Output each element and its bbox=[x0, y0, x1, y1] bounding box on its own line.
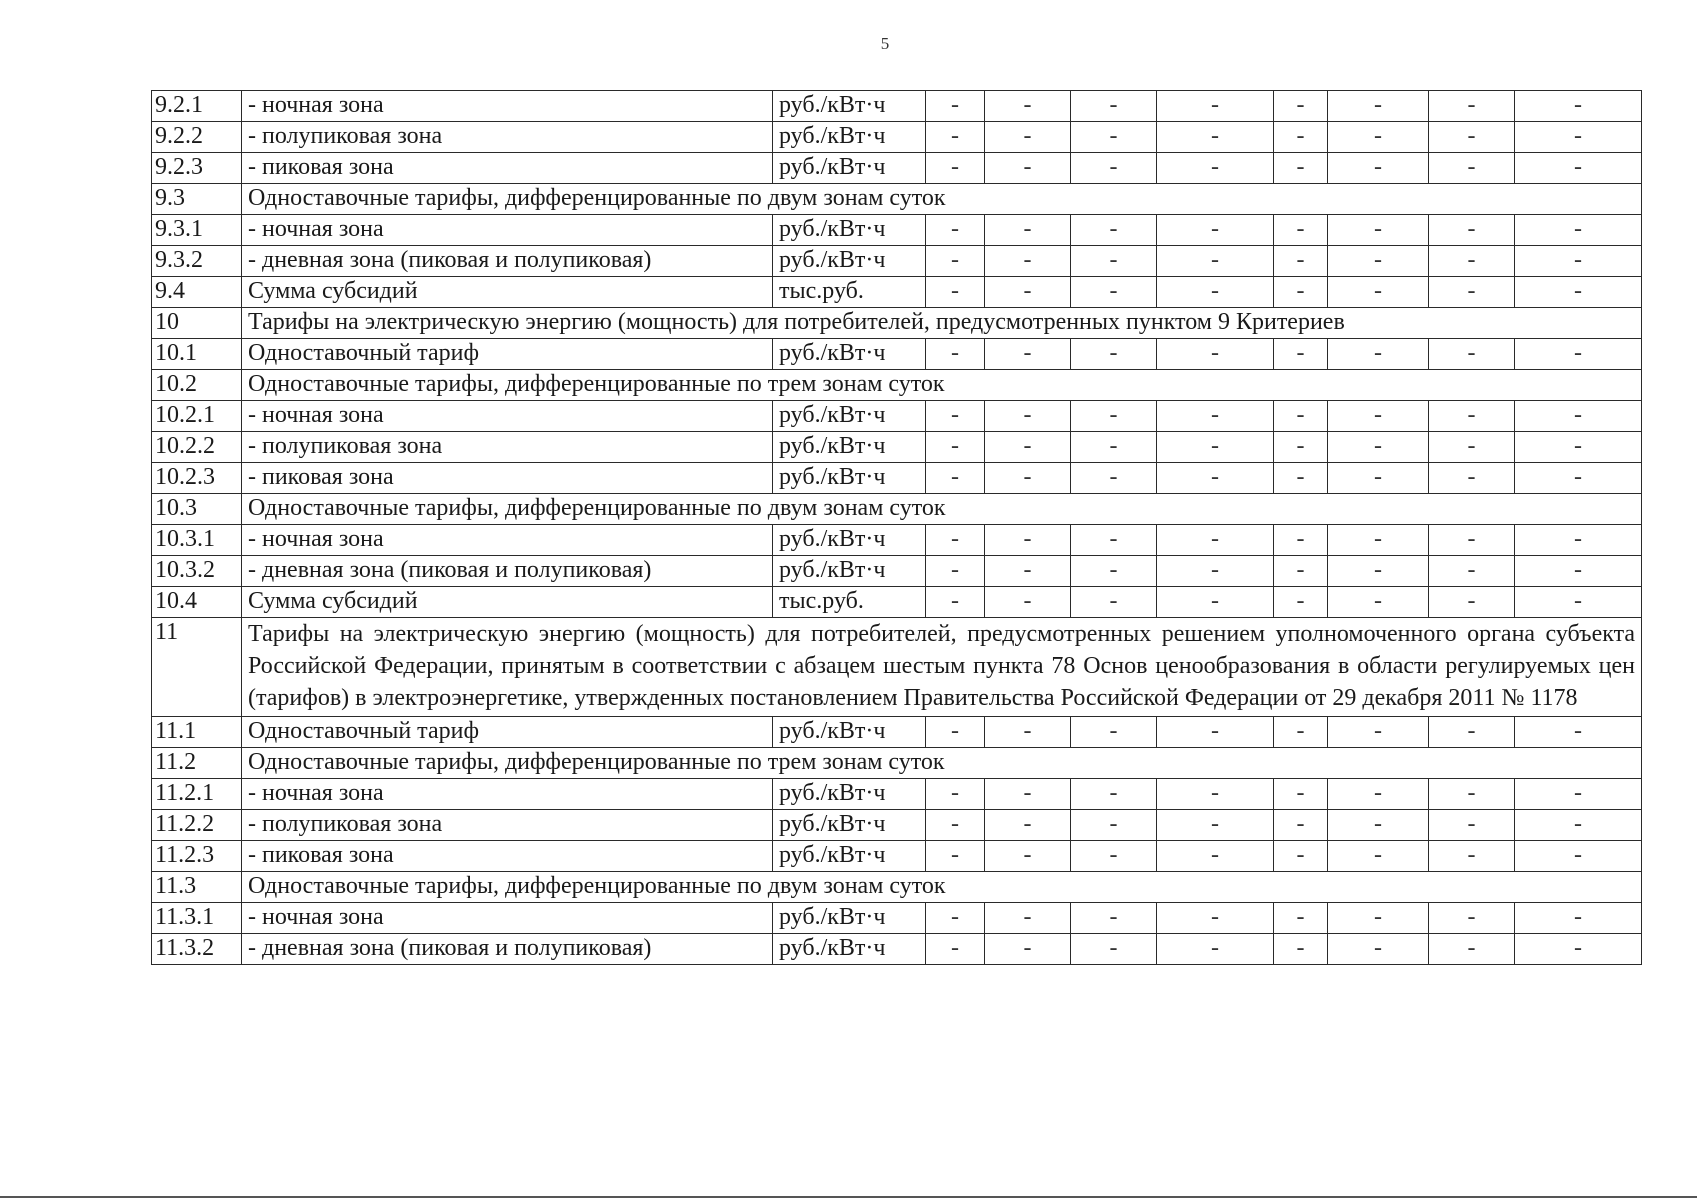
value-cell: - bbox=[926, 463, 985, 494]
value-cell: - bbox=[1157, 401, 1274, 432]
value-cell: - bbox=[1429, 215, 1515, 246]
value-cell: - bbox=[1515, 716, 1642, 747]
value-cell: - bbox=[1515, 215, 1642, 246]
section-heading: Одноставочные тарифы, дифференцированные по двум зонам суток bbox=[242, 494, 1642, 525]
row-number: 9.2.2 bbox=[152, 122, 242, 153]
row-name: - ночная зона bbox=[242, 91, 773, 122]
value-cell: - bbox=[1274, 215, 1328, 246]
value-cell: - bbox=[1157, 432, 1274, 463]
table-row bbox=[152, 432, 1642, 463]
value-cell: - bbox=[1274, 716, 1328, 747]
value-cell: - bbox=[1071, 778, 1157, 809]
value-cell: - bbox=[1429, 91, 1515, 122]
row-number: 11.2.3 bbox=[152, 840, 242, 871]
value-cell: - bbox=[985, 153, 1071, 184]
value-cell: - bbox=[1071, 463, 1157, 494]
table-row bbox=[152, 494, 1642, 525]
row-unit: руб./кВт·ч bbox=[773, 716, 926, 747]
value-cell: - bbox=[1274, 840, 1328, 871]
value-cell: - bbox=[1429, 401, 1515, 432]
value-cell: - bbox=[1274, 122, 1328, 153]
row-unit: руб./кВт·ч bbox=[773, 215, 926, 246]
value-cell: - bbox=[1515, 339, 1642, 370]
value-cell: - bbox=[1274, 556, 1328, 587]
value-cell: - bbox=[1429, 463, 1515, 494]
value-cell: - bbox=[1515, 91, 1642, 122]
row-number: 9.3.2 bbox=[152, 246, 242, 277]
row-unit: руб./кВт·ч bbox=[773, 463, 926, 494]
table-row bbox=[152, 556, 1642, 587]
value-cell: - bbox=[1328, 716, 1429, 747]
value-cell: - bbox=[985, 809, 1071, 840]
value-cell: - bbox=[1515, 153, 1642, 184]
value-cell: - bbox=[1071, 246, 1157, 277]
value-cell: - bbox=[1328, 556, 1429, 587]
value-cell: - bbox=[1157, 716, 1274, 747]
row-number: 10.2.3 bbox=[152, 463, 242, 494]
value-cell: - bbox=[1071, 215, 1157, 246]
row-number: 11.1 bbox=[152, 716, 242, 747]
table-row bbox=[152, 308, 1642, 339]
value-cell: - bbox=[1328, 277, 1429, 308]
value-cell: - bbox=[1328, 339, 1429, 370]
row-number: 10.3 bbox=[152, 494, 242, 525]
row-unit: руб./кВт·ч bbox=[773, 122, 926, 153]
value-cell: - bbox=[1274, 277, 1328, 308]
value-cell: - bbox=[1515, 122, 1642, 153]
value-cell: - bbox=[1515, 525, 1642, 556]
value-cell: - bbox=[1157, 153, 1274, 184]
section-heading: Тарифы на электрическую энергию (мощность) для потребителей, предусмотренных решением уполномоченного органа субъекта Российской Федерации, принятым в соответствии с абзацем шестым пункта 78 Основ ценообразования в области регулируемых цен (тарифов) в электроэнергетике, утвержденных постановлением Правительства Российской Федерации от 29 декабря 2011 № 1178 bbox=[242, 618, 1642, 717]
value-cell: - bbox=[1328, 809, 1429, 840]
value-cell: - bbox=[1157, 463, 1274, 494]
value-cell: - bbox=[1071, 122, 1157, 153]
value-cell: - bbox=[926, 840, 985, 871]
value-cell: - bbox=[1429, 277, 1515, 308]
row-unit: руб./кВт·ч bbox=[773, 933, 926, 964]
value-cell: - bbox=[926, 277, 985, 308]
value-cell: - bbox=[1157, 587, 1274, 618]
row-name: - ночная зона bbox=[242, 778, 773, 809]
value-cell: - bbox=[1328, 840, 1429, 871]
value-cell: - bbox=[1328, 463, 1429, 494]
row-number: 10.3.1 bbox=[152, 525, 242, 556]
table-row bbox=[152, 370, 1642, 401]
row-name: - полупиковая зона bbox=[242, 809, 773, 840]
row-name: - ночная зона bbox=[242, 525, 773, 556]
value-cell: - bbox=[926, 933, 985, 964]
value-cell: - bbox=[1429, 556, 1515, 587]
page-number: 5 bbox=[880, 34, 890, 53]
value-cell: - bbox=[1515, 778, 1642, 809]
row-unit: руб./кВт·ч bbox=[773, 778, 926, 809]
row-unit: руб./кВт·ч bbox=[773, 902, 926, 933]
value-cell: - bbox=[1328, 246, 1429, 277]
value-cell: - bbox=[1157, 277, 1274, 308]
value-cell: - bbox=[1328, 401, 1429, 432]
value-cell: - bbox=[1328, 778, 1429, 809]
value-cell: - bbox=[926, 587, 985, 618]
table-row bbox=[152, 809, 1642, 840]
value-cell: - bbox=[985, 556, 1071, 587]
section-heading: Одноставочные тарифы, дифференцированные по двум зонам суток bbox=[242, 871, 1642, 902]
value-cell: - bbox=[1157, 215, 1274, 246]
value-cell: - bbox=[1328, 91, 1429, 122]
value-cell: - bbox=[985, 122, 1071, 153]
value-cell: - bbox=[1515, 556, 1642, 587]
value-cell: - bbox=[1071, 716, 1157, 747]
row-number: 9.4 bbox=[152, 277, 242, 308]
value-cell: - bbox=[1071, 91, 1157, 122]
value-cell: - bbox=[1429, 902, 1515, 933]
row-name: Одноставочный тариф bbox=[242, 339, 773, 370]
value-cell: - bbox=[985, 716, 1071, 747]
row-unit: руб./кВт·ч bbox=[773, 840, 926, 871]
value-cell: - bbox=[1157, 809, 1274, 840]
value-cell: - bbox=[926, 153, 985, 184]
bottom-rule bbox=[0, 1196, 1697, 1198]
value-cell: - bbox=[1274, 153, 1328, 184]
value-cell: - bbox=[926, 778, 985, 809]
value-cell: - bbox=[1515, 401, 1642, 432]
row-name: - ночная зона bbox=[242, 215, 773, 246]
value-cell: - bbox=[1429, 933, 1515, 964]
value-cell: - bbox=[1328, 525, 1429, 556]
section-heading: Одноставочные тарифы, дифференцированные по двум зонам суток bbox=[242, 184, 1642, 215]
value-cell: - bbox=[1274, 525, 1328, 556]
value-cell: - bbox=[926, 809, 985, 840]
value-cell: - bbox=[1274, 246, 1328, 277]
row-number: 10.2 bbox=[152, 370, 242, 401]
row-number: 11 bbox=[152, 618, 242, 717]
table-row bbox=[152, 525, 1642, 556]
row-unit: руб./кВт·ч bbox=[773, 809, 926, 840]
row-name: Сумма субсидий bbox=[242, 277, 773, 308]
value-cell: - bbox=[1157, 778, 1274, 809]
value-cell: - bbox=[985, 91, 1071, 122]
value-cell: - bbox=[1515, 587, 1642, 618]
row-unit: руб./кВт·ч bbox=[773, 91, 926, 122]
table-row bbox=[152, 153, 1642, 184]
value-cell: - bbox=[1274, 432, 1328, 463]
value-cell: - bbox=[1274, 933, 1328, 964]
row-unit: руб./кВт·ч bbox=[773, 432, 926, 463]
value-cell: - bbox=[1157, 525, 1274, 556]
section-heading: Одноставочные тарифы, дифференцированные по трем зонам суток bbox=[242, 370, 1642, 401]
row-number: 11.2 bbox=[152, 747, 242, 778]
row-number: 11.3 bbox=[152, 871, 242, 902]
table-row bbox=[152, 184, 1642, 215]
value-cell: - bbox=[1071, 556, 1157, 587]
value-cell: - bbox=[1274, 401, 1328, 432]
value-cell: - bbox=[1515, 463, 1642, 494]
value-cell: - bbox=[1071, 587, 1157, 618]
row-number: 10.1 bbox=[152, 339, 242, 370]
value-cell: - bbox=[1328, 153, 1429, 184]
table-row bbox=[152, 871, 1642, 902]
value-cell: - bbox=[926, 432, 985, 463]
value-cell: - bbox=[1328, 587, 1429, 618]
value-cell: - bbox=[1274, 778, 1328, 809]
value-cell: - bbox=[1071, 432, 1157, 463]
value-cell: - bbox=[1429, 778, 1515, 809]
value-cell: - bbox=[1157, 246, 1274, 277]
row-name: - пиковая зона bbox=[242, 153, 773, 184]
value-cell: - bbox=[985, 778, 1071, 809]
row-name: - дневная зона (пиковая и полупиковая) bbox=[242, 246, 773, 277]
value-cell: - bbox=[1071, 933, 1157, 964]
row-unit: руб./кВт·ч bbox=[773, 525, 926, 556]
value-cell: - bbox=[1274, 463, 1328, 494]
row-number: 10.2.1 bbox=[152, 401, 242, 432]
row-number: 10 bbox=[152, 308, 242, 339]
value-cell: - bbox=[1515, 246, 1642, 277]
value-cell: - bbox=[1328, 122, 1429, 153]
value-cell: - bbox=[985, 525, 1071, 556]
row-unit: руб./кВт·ч bbox=[773, 556, 926, 587]
table-row bbox=[152, 933, 1642, 964]
value-cell: - bbox=[985, 401, 1071, 432]
row-number: 11.3.2 bbox=[152, 933, 242, 964]
value-cell: - bbox=[1328, 215, 1429, 246]
value-cell: - bbox=[1274, 587, 1328, 618]
value-cell: - bbox=[1328, 902, 1429, 933]
value-cell: - bbox=[1157, 556, 1274, 587]
row-number: 11.2.2 bbox=[152, 809, 242, 840]
row-number: 11.2.1 bbox=[152, 778, 242, 809]
value-cell: - bbox=[1274, 91, 1328, 122]
row-name: - ночная зона bbox=[242, 401, 773, 432]
table-row bbox=[152, 339, 1642, 370]
value-cell: - bbox=[985, 339, 1071, 370]
row-name: - полупиковая зона bbox=[242, 432, 773, 463]
tariff-table bbox=[151, 90, 1642, 965]
value-cell: - bbox=[1157, 122, 1274, 153]
table-row bbox=[152, 840, 1642, 871]
value-cell: - bbox=[1274, 339, 1328, 370]
row-number: 10.3.2 bbox=[152, 556, 242, 587]
row-name: - дневная зона (пиковая и полупиковая) bbox=[242, 933, 773, 964]
value-cell: - bbox=[985, 215, 1071, 246]
value-cell: - bbox=[1071, 809, 1157, 840]
value-cell: - bbox=[926, 556, 985, 587]
section-heading: Одноставочные тарифы, дифференцированные по трем зонам суток bbox=[242, 747, 1642, 778]
row-name: - пиковая зона bbox=[242, 463, 773, 494]
value-cell: - bbox=[985, 902, 1071, 933]
value-cell: - bbox=[926, 716, 985, 747]
value-cell: - bbox=[1429, 432, 1515, 463]
value-cell: - bbox=[1157, 840, 1274, 871]
value-cell: - bbox=[1429, 809, 1515, 840]
value-cell: - bbox=[1071, 153, 1157, 184]
table-row bbox=[152, 401, 1642, 432]
value-cell: - bbox=[1515, 840, 1642, 871]
row-unit: руб./кВт·ч bbox=[773, 246, 926, 277]
value-cell: - bbox=[985, 277, 1071, 308]
value-cell: - bbox=[1071, 902, 1157, 933]
value-cell: - bbox=[1429, 339, 1515, 370]
table-body bbox=[152, 91, 1642, 965]
value-cell: - bbox=[1515, 902, 1642, 933]
value-cell: - bbox=[1071, 840, 1157, 871]
value-cell: - bbox=[1429, 716, 1515, 747]
value-cell: - bbox=[1274, 809, 1328, 840]
value-cell: - bbox=[985, 432, 1071, 463]
value-cell: - bbox=[926, 91, 985, 122]
value-cell: - bbox=[1157, 902, 1274, 933]
table-row bbox=[152, 246, 1642, 277]
value-cell: - bbox=[1429, 122, 1515, 153]
row-number: 9.2.3 bbox=[152, 153, 242, 184]
table-row bbox=[152, 587, 1642, 618]
value-cell: - bbox=[1157, 933, 1274, 964]
table-row bbox=[152, 618, 1642, 717]
row-number: 9.3 bbox=[152, 184, 242, 215]
value-cell: - bbox=[1157, 91, 1274, 122]
value-cell: - bbox=[1071, 277, 1157, 308]
row-name: Сумма субсидий bbox=[242, 587, 773, 618]
row-number: 9.3.1 bbox=[152, 215, 242, 246]
table-row bbox=[152, 91, 1642, 122]
value-cell: - bbox=[926, 339, 985, 370]
row-name: - пиковая зона bbox=[242, 840, 773, 871]
value-cell: - bbox=[1328, 432, 1429, 463]
value-cell: - bbox=[926, 122, 985, 153]
table-row bbox=[152, 215, 1642, 246]
table-row bbox=[152, 122, 1642, 153]
value-cell: - bbox=[1429, 153, 1515, 184]
table-row bbox=[152, 716, 1642, 747]
value-cell: - bbox=[1429, 840, 1515, 871]
value-cell: - bbox=[985, 933, 1071, 964]
value-cell: - bbox=[1274, 902, 1328, 933]
row-unit: тыс.руб. bbox=[773, 587, 926, 618]
row-name: - полупиковая зона bbox=[242, 122, 773, 153]
value-cell: - bbox=[926, 215, 985, 246]
table-row bbox=[152, 277, 1642, 308]
table-row bbox=[152, 778, 1642, 809]
value-cell: - bbox=[1515, 933, 1642, 964]
value-cell: - bbox=[1429, 246, 1515, 277]
row-name: - ночная зона bbox=[242, 902, 773, 933]
table-row bbox=[152, 463, 1642, 494]
value-cell: - bbox=[1515, 432, 1642, 463]
row-number: 11.3.1 bbox=[152, 902, 242, 933]
value-cell: - bbox=[985, 587, 1071, 618]
row-unit: руб./кВт·ч bbox=[773, 401, 926, 432]
row-unit: руб./кВт·ч bbox=[773, 153, 926, 184]
section-heading: Тарифы на электрическую энергию (мощность) для потребителей, предусмотренных пунктом 9 Критериев bbox=[242, 308, 1642, 339]
value-cell: - bbox=[926, 246, 985, 277]
row-number: 10.2.2 bbox=[152, 432, 242, 463]
value-cell: - bbox=[1071, 525, 1157, 556]
table-row bbox=[152, 747, 1642, 778]
value-cell: - bbox=[985, 840, 1071, 871]
value-cell: - bbox=[1071, 339, 1157, 370]
value-cell: - bbox=[926, 401, 985, 432]
value-cell: - bbox=[926, 902, 985, 933]
value-cell: - bbox=[985, 246, 1071, 277]
row-number: 10.4 bbox=[152, 587, 242, 618]
row-name: Одноставочный тариф bbox=[242, 716, 773, 747]
row-unit: тыс.руб. bbox=[773, 277, 926, 308]
value-cell: - bbox=[1429, 525, 1515, 556]
row-unit: руб./кВт·ч bbox=[773, 339, 926, 370]
row-number: 9.2.1 bbox=[152, 91, 242, 122]
value-cell: - bbox=[1157, 339, 1274, 370]
table-row bbox=[152, 902, 1642, 933]
value-cell: - bbox=[926, 525, 985, 556]
value-cell: - bbox=[1515, 809, 1642, 840]
row-name: - дневная зона (пиковая и полупиковая) bbox=[242, 556, 773, 587]
value-cell: - bbox=[1328, 933, 1429, 964]
value-cell: - bbox=[985, 463, 1071, 494]
value-cell: - bbox=[1071, 401, 1157, 432]
value-cell: - bbox=[1515, 277, 1642, 308]
value-cell: - bbox=[1429, 587, 1515, 618]
